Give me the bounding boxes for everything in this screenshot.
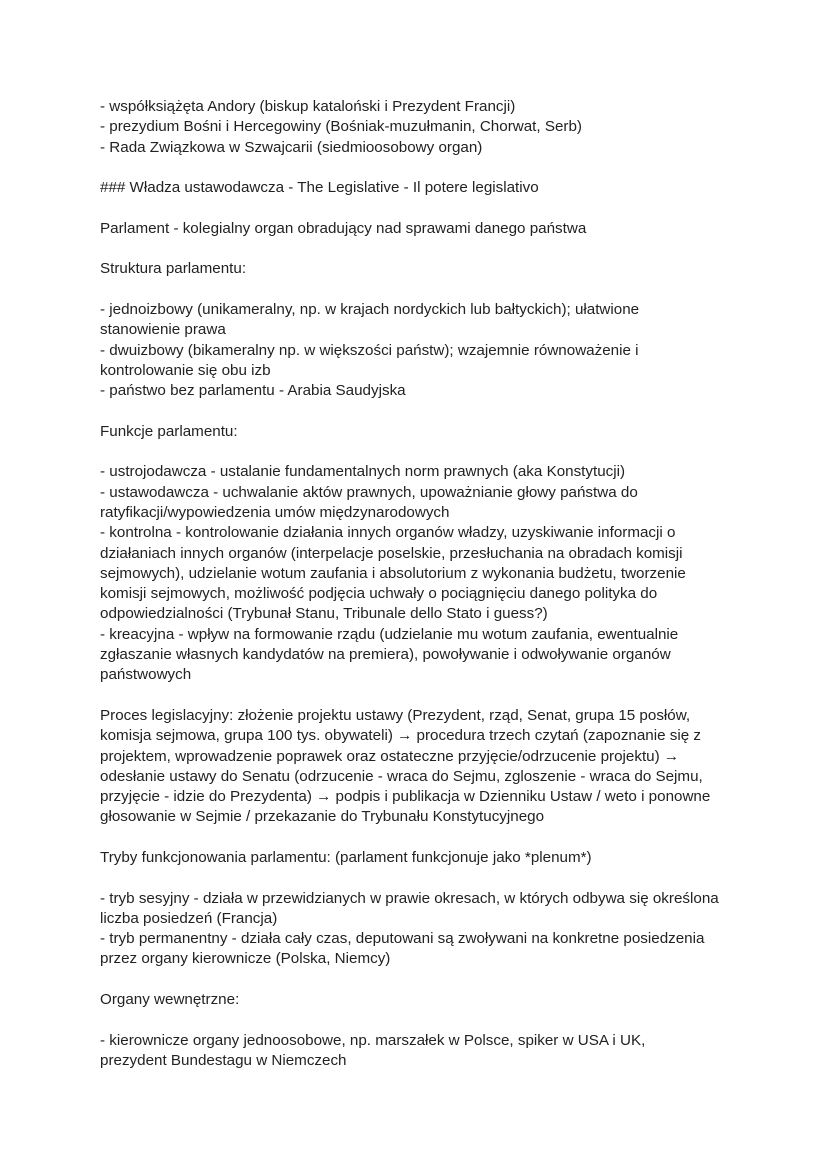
paragraph-legislative-process xyxy=(100,706,740,828)
text-line: stanowienie prawa xyxy=(100,321,226,339)
text-line: zgłaszanie własnych kandydatów na premiera), powoływanie i odwoływanie organów xyxy=(100,646,671,664)
heading-functions xyxy=(100,422,740,442)
text-line: komisja sejmowa, grupa 100 tys. obywateli) → procedura trzech czytań (zapoznanie się z xyxy=(100,727,702,745)
text-line: ratyfikacji/wypowiedzenia umów międzynarodowych xyxy=(100,503,450,521)
paragraph-spacer xyxy=(100,686,740,706)
paragraph-spacer xyxy=(100,198,740,218)
paragraph-spacer xyxy=(100,970,740,990)
paragraph-spacer xyxy=(100,442,740,462)
paragraph-spacer xyxy=(100,158,740,178)
text-line: Tryby funkcjonowania parlamentu: (parlament funkcjonuje jako *plenum*) xyxy=(100,848,592,866)
text-line: Funkcje parlamentu: xyxy=(100,422,238,440)
paragraph-spacer xyxy=(100,280,740,300)
heading-modes xyxy=(100,848,740,868)
text-line: komisji sejmowych, możliwość podjęcia uchwały o pociągnięciu danego polityka do xyxy=(100,585,658,603)
text-line: przyjęcie - idzie do Prezydenta) → podpis i publikacja w Dzienniku Ustaw / weto i ponowne xyxy=(100,788,711,806)
text-line: projektem, wprowadzenie poprawek oraz ostateczne przyjęcie/odrzucenie projektu) → xyxy=(100,747,680,765)
text-line: - dwuizbowy (bikameralny np. w większości państw); wzajemnie równoważenie i xyxy=(100,341,639,359)
text-line: państwowych xyxy=(100,666,192,684)
text-line: - ustrojodawcza - ustalanie fundamentalnych norm prawnych (aka Konstytucji) xyxy=(100,463,626,481)
text-line: - Rada Związkowa w Szwajcarii (siedmioosobowy organ) xyxy=(100,138,483,156)
text-line: - współksiążęta Andory (biskup kataloński i Prezydent Francji) xyxy=(100,98,516,115)
text-line: - kierownicze organy jednoosobowe, np. marszałek w Polsce, spiker w USA i UK, xyxy=(100,1031,646,1049)
text-line: kontrolowanie się obu izb xyxy=(100,361,271,379)
text-line: liczba posiedzeń (Francja) xyxy=(100,909,278,927)
text-line: odpowiedzialności (Trybunał Stanu, Tribunale dello Stato i guess?) xyxy=(100,605,548,623)
text-line: Proces legislacyjny: złożenie projektu ustawy (Prezydent, rząd, Senat, grupa 15 posłów, xyxy=(100,706,691,724)
definition-parliament xyxy=(100,219,740,239)
text-line: Parlament - kolegialny organ obradujący nad sprawami danego państwa xyxy=(100,219,587,237)
text-line: - państwo bez parlamentu - Arabia Saudyjska xyxy=(100,382,406,400)
text-line: - jednoizbowy (unikameralny, np. w krajach nordyckich lub bałtyckich); ułatwione xyxy=(100,300,640,318)
text-line: Organy wewnętrzne: xyxy=(100,991,240,1009)
text-line: działaniach innych organów (interpelacje poselskie, przesłuchania na obradach komisji xyxy=(100,544,683,562)
paragraph-spacer xyxy=(100,239,740,259)
text-line: prezydent Bundestagu w Niemczech xyxy=(100,1051,347,1069)
text-line: - kontrolna - kontrolowanie działania innych organów władzy, uzyskiwanie informacji o xyxy=(100,524,676,542)
paragraph-spacer xyxy=(100,868,740,888)
paragraph-spacer xyxy=(100,828,740,848)
text-line: odesłanie ustawy do Senatu (odrzucenie - wraca do Sejmu, zgloszenie - wraca do Sejmu, xyxy=(100,767,703,785)
text-line: przez organy kierownicze (Polska, Niemcy) xyxy=(100,950,391,968)
list-modes xyxy=(100,889,740,970)
text-line: głosowanie w Sejmie / przekazanie do Trybunału Konstytucyjnego xyxy=(100,808,545,826)
section-heading-legislative xyxy=(100,178,740,198)
heading-internal-organs xyxy=(100,990,740,1010)
list-internal-organs xyxy=(100,1031,740,1072)
text-line: - prezydium Bośni i Hercegowiny (Bośniak-muzułmanin, Chorwat, Serb) xyxy=(100,118,582,136)
text-line: - kreacyjna - wpływ na formowanie rządu (udzielanie mu wotum zaufania, ewentualnie xyxy=(100,625,679,643)
list-federal-heads xyxy=(100,97,740,158)
text-line: Struktura parlamentu: xyxy=(100,260,247,278)
list-functions xyxy=(100,462,740,685)
paragraph-spacer xyxy=(100,1010,740,1030)
text-line: - tryb permanentny - działa cały czas, deputowani są zwoływani na konkretne posiedzenia xyxy=(100,930,705,948)
heading-structure xyxy=(100,259,740,279)
document-page xyxy=(100,97,740,1071)
list-structure xyxy=(100,300,740,401)
text-line: ### Władza ustawodawcza - The Legislative - Il potere legislativo xyxy=(100,179,539,197)
text-line: - ustawodawcza - uchwalanie aktów prawnych, upoważnianie głowy państwa do xyxy=(100,483,638,501)
text-line: sejmowych), udzielanie wotum zaufania i absolutorium z wykonania budżetu, tworzenie xyxy=(100,564,686,582)
paragraph-spacer xyxy=(100,401,740,421)
text-line: - tryb sesyjny - działa w przewidzianych w prawie okresach, w których odbywa się określona xyxy=(100,889,719,907)
